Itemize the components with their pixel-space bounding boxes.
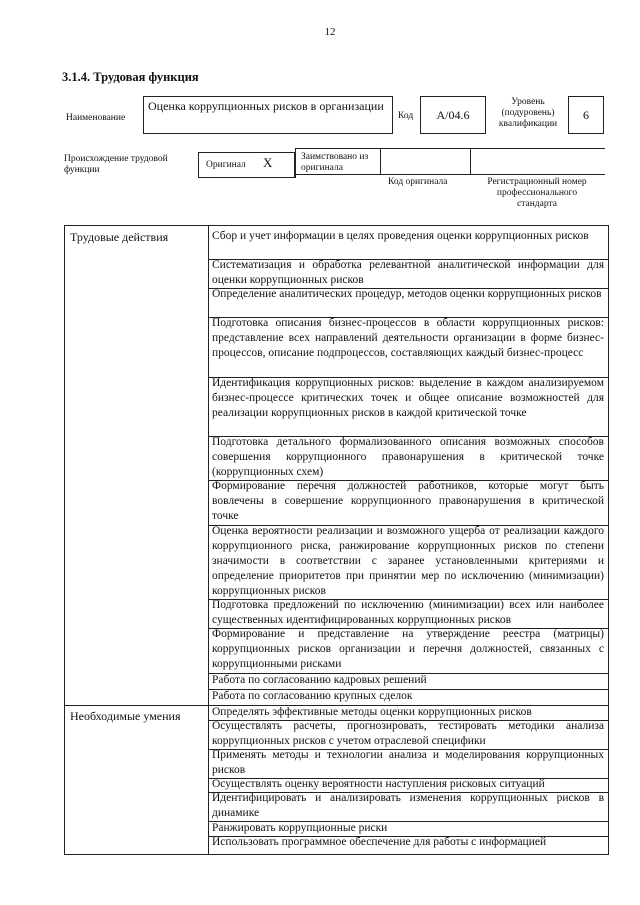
skill-item: Осуществлять расчеты, прогнозировать, тестировать методики анализа коррупционных рисков с учетом отраслевой специфики [212,720,604,747]
origin-label: Происхождение трудовой функции [64,154,168,175]
skill-item: Осуществлять оценку вероятности наступления рисковых ситуаций [212,778,545,790]
skill-item: Идентифицировать и анализировать изменения коррупционных рисков в динамике [212,792,604,819]
origin-divider [380,148,381,174]
skill-item: Определять эффективные методы оценки коррупционных рисков [212,706,532,718]
labor-action-item: Определение аналитических процедур, методов оценки коррупционных рисков [212,288,602,300]
labor-action-item: Подготовка детального формализованного описания возможных способов совершения коррупционного правонарушения в критической точке (коррупционных схем) [212,436,604,478]
page-number: 12 [324,26,336,38]
original-label: Оригинал [206,160,246,170]
skill-item: Ранжировать коррупционные риски [212,822,388,834]
name-label: Наименование [66,113,126,123]
code-value-box: А/04.6 [420,96,486,134]
labor-action-item: Формирование перечня должностей работников, которые могут быть вовлечены в совершение коррупционного правонарушения в критической точке [212,480,604,522]
table-column-divider [208,225,209,855]
original-mark: X [263,155,273,170]
labor-action-item: Работа по согласованию крупных сделок [212,690,413,702]
origin-rule [295,148,605,149]
labor-action-item: Оценка вероятности реализации и возможного ущерба от реализации каждого коррупционного риска, ранжирование коррупционных рисков по степени значимости в соответствии с заранее установленными критериями и определение приоритетов при принятии мер по исключению (минимизации) коррупционных рисков [212,525,604,597]
required-skills-label: Необходимые умения [70,709,181,723]
level-value-box: 6 [568,96,604,134]
labor-action-item: Подготовка описания бизнес-процессов в области коррупционных рисков: представление всех направлений деятельности организации в форме бизнес-процессов, описание подпроцессов, составляющих каждый бизнес-процесс [212,317,604,359]
section-title: 3.1.4. Трудовая функция [62,70,199,84]
code-original-label: Код оригинала [388,177,448,187]
skill-item: Использовать программное обеспечение для работы с информацией [212,836,547,848]
labor-actions-label: Трудовые действия [70,230,169,244]
skill-item: Применять методы и технологии анализа и моделирования коррупционных рисков [212,749,604,776]
function-name-box: Оценка коррупционных рисков в организации [143,96,393,134]
labor-action-item: Идентификация коррупционных рисков: выделение в каждом анализируемом бизнес-процессе критических точек и общее описание возможностей для реализации коррупционных рисков в каждой критической точке [212,377,604,419]
labor-action-item: Сбор и учет информации в целях проведения оценки коррупционных рисков [212,230,589,242]
origin-rule [295,174,605,175]
labor-action-item: Работа по согласованию кадровых решений [212,674,427,686]
labor-action-item: Подготовка предложений по исключению (минимизации) всех или наиболее существенных идентифицированных коррупционных рисков [212,599,604,626]
labor-action-item: Формирование и представление на утверждение реестра (матрицы) коррупционных рисков организации и перечня должностей, связанных с коррупционными рисками [212,628,604,670]
labor-action-item: Систематизация и обработка релевантной аналитической информации для оценки коррупционных рисков [212,259,604,286]
origin-divider [470,148,471,174]
borrowed-label: Заимствовано из оригинала [301,152,369,173]
level-label: Уровень (подуровень) квалификации [498,97,558,129]
reg-number-label: Регистрационный номер профессионального стандарта [487,177,587,209]
code-label: Код [398,111,414,121]
